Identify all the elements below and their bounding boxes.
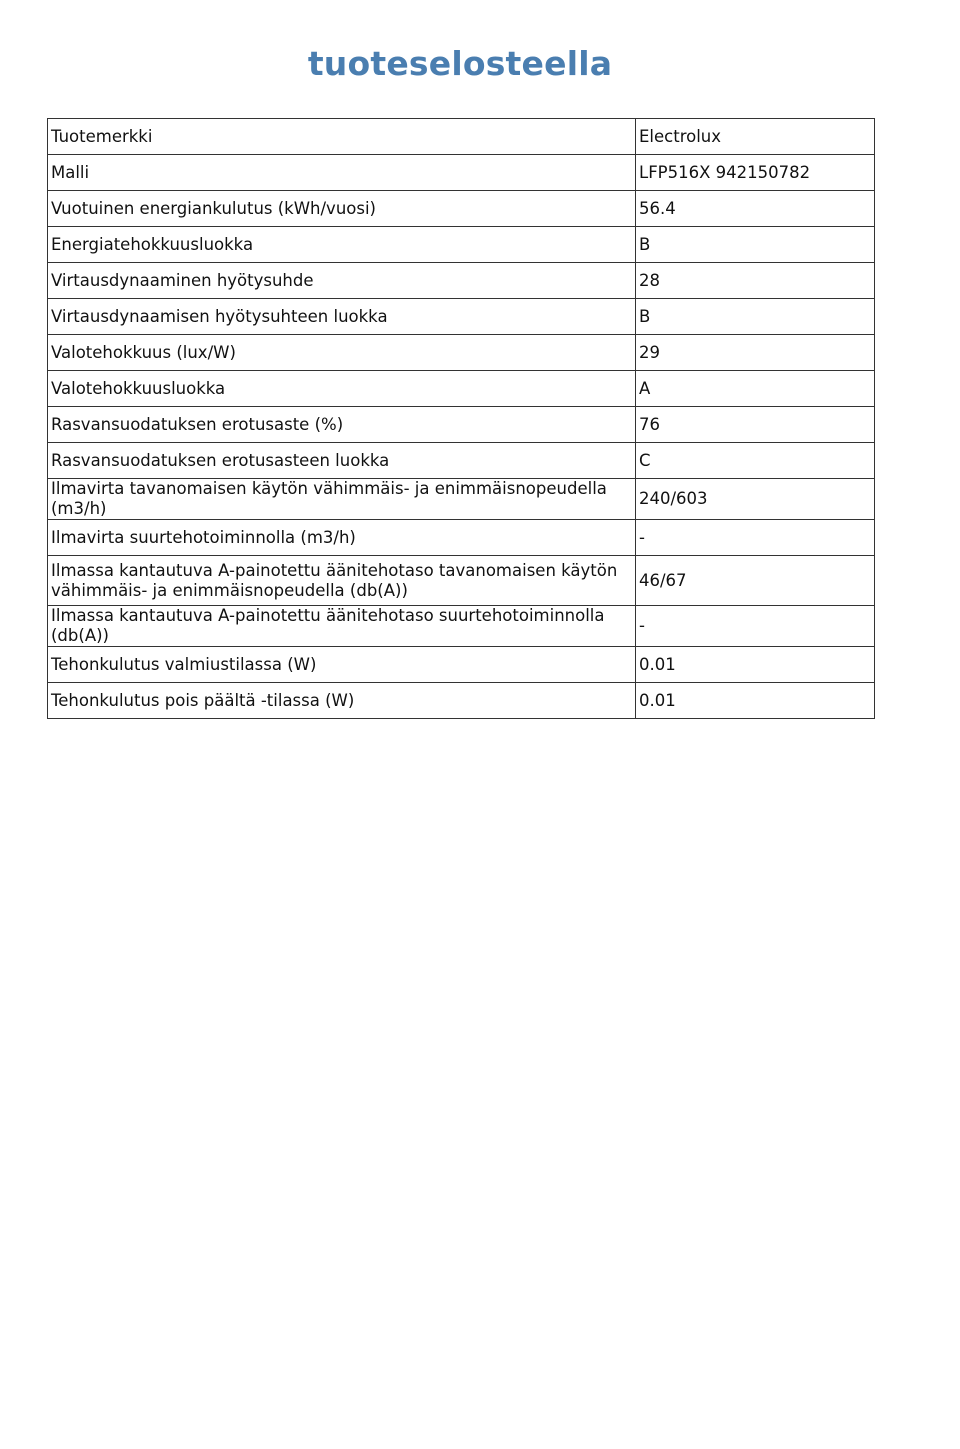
row-value: 46/67 — [636, 556, 875, 606]
row-label: Valotehokkuusluokka — [48, 371, 636, 407]
row-value: 0.01 — [636, 647, 875, 683]
table-row — [48, 479, 875, 520]
table-row — [48, 335, 875, 371]
row-label: Ilmassa kantautuva A-painotettu äänitehotaso suurtehotoiminnolla (db(A)) — [48, 606, 636, 647]
table-row — [48, 371, 875, 407]
table-row — [48, 556, 875, 606]
row-value: 76 — [636, 407, 875, 443]
row-label: Malli — [48, 155, 636, 191]
table-row — [48, 443, 875, 479]
row-value: Electrolux — [636, 119, 875, 155]
table-row — [48, 299, 875, 335]
table-row — [48, 407, 875, 443]
table-row — [48, 647, 875, 683]
row-label: Ilmassa kantautuva A-painotettu äänitehotaso tavanomaisen käytön vähimmäis- ja enimmäisnopeudella (db(A)) — [48, 556, 636, 606]
table-row — [48, 227, 875, 263]
row-label: Vuotuinen energiankulutus (kWh/vuosi) — [48, 191, 636, 227]
row-label: Energiatehokkuusluokka — [48, 227, 636, 263]
table-row — [48, 683, 875, 719]
row-label: Rasvansuodatuksen erotusasteen luokka — [48, 443, 636, 479]
table-row — [48, 155, 875, 191]
row-label: Ilmavirta tavanomaisen käytön vähimmäis- ja enimmäisnopeudella (m3/h) — [48, 479, 636, 520]
row-label: Virtausdynaaminen hyötysuhde — [48, 263, 636, 299]
row-value: B — [636, 227, 875, 263]
row-value: 28 — [636, 263, 875, 299]
row-value: C — [636, 443, 875, 479]
table-row — [48, 606, 875, 647]
row-value: 56.4 — [636, 191, 875, 227]
row-value: B — [636, 299, 875, 335]
page-title: tuoteselosteella — [307, 44, 613, 83]
row-value: 0.01 — [636, 683, 875, 719]
table-row — [48, 263, 875, 299]
table-row — [48, 119, 875, 155]
row-value: LFP516X 942150782 — [636, 155, 875, 191]
row-label: Tehonkulutus pois päältä -tilassa (W) — [48, 683, 636, 719]
row-value: 29 — [636, 335, 875, 371]
product-spec-table — [47, 118, 875, 719]
row-value: - — [636, 520, 875, 556]
row-label: Ilmavirta suurtehotoiminnolla (m3/h) — [48, 520, 636, 556]
row-label: Rasvansuodatuksen erotusaste (%) — [48, 407, 636, 443]
row-value: - — [636, 606, 875, 647]
row-value: 240/603 — [636, 479, 875, 520]
table-row — [48, 191, 875, 227]
table-row — [48, 520, 875, 556]
row-label: Tuotemerkki — [48, 119, 636, 155]
row-label: Virtausdynaamisen hyötysuhteen luokka — [48, 299, 636, 335]
row-label: Tehonkulutus valmiustilassa (W) — [48, 647, 636, 683]
row-value: A — [636, 371, 875, 407]
row-label: Valotehokkuus (lux/W) — [48, 335, 636, 371]
